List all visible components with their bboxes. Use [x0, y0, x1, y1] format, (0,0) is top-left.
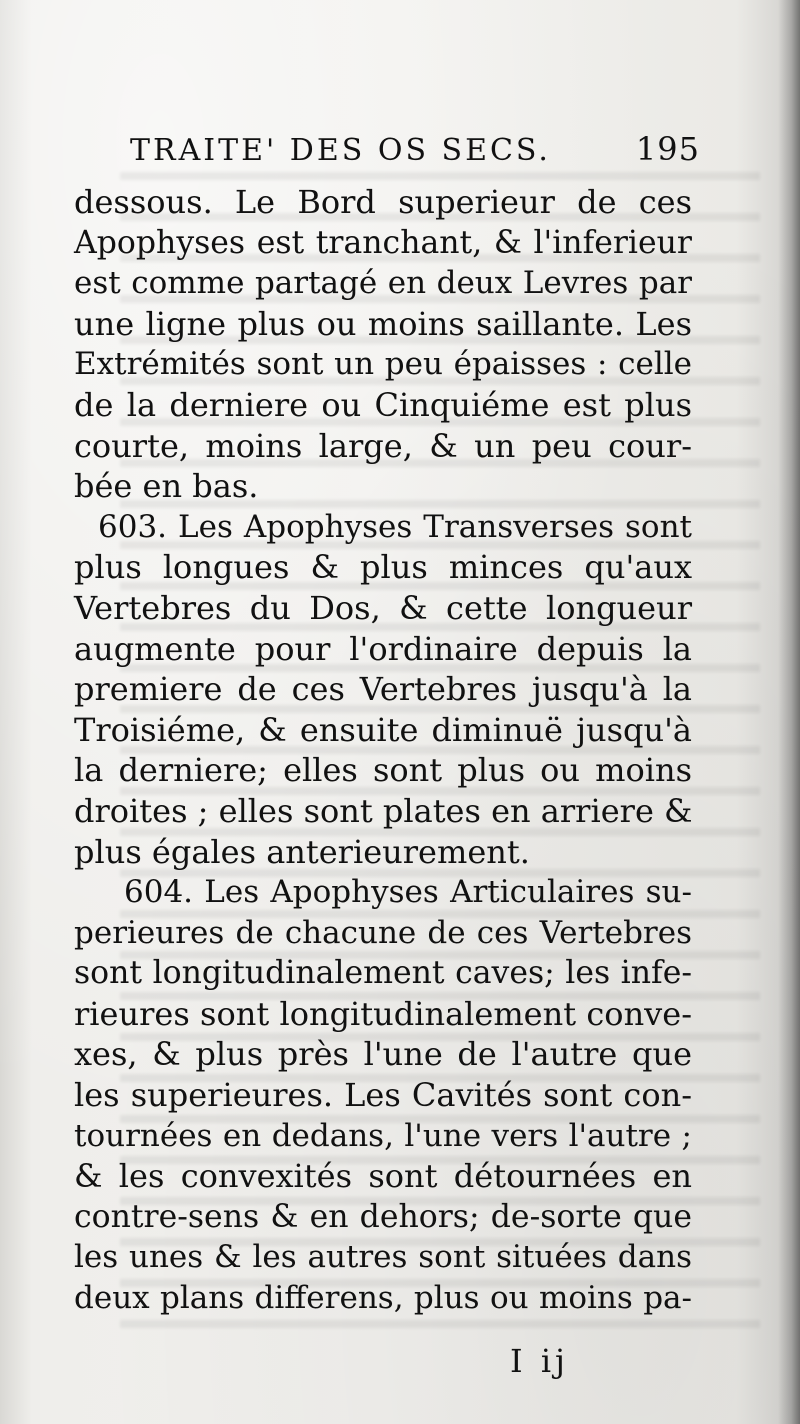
text-line: Vertebres du Dos, & cette longueur: [74, 588, 692, 627]
text-line: contre-sens & en dehors; de-sorte que: [74, 1198, 692, 1235]
text-line: sont longitudinalement caves; les infe-: [74, 955, 692, 992]
text-line: Troisiéme, & ensuite diminuë jusqu'à: [74, 710, 692, 749]
text-line: premiere de ces Vertebres jusqu'à la: [74, 670, 692, 709]
text-line: la derniere; elles sont plus ou moins: [74, 751, 692, 790]
text-line: perieures de chacune de ces Vertebres: [74, 914, 692, 951]
running-head: [130, 130, 700, 168]
text-line: droites ; elles sont plates en arriere &: [74, 791, 693, 830]
text-line: une ligne plus ou moins saillante. Les: [74, 304, 692, 343]
text-line: & les convexités sont détournées en: [74, 1157, 692, 1196]
paragraph-603-start: 603. Les Apophyses Transverses sont: [98, 508, 692, 545]
text-line: bée en bas.: [74, 467, 259, 506]
body-text: [74, 182, 692, 1319]
running-title: TRAITE' DES OS SECS.: [130, 133, 551, 168]
text-line: plus longues & plus minces qu'aux: [74, 548, 692, 587]
text-line: est comme partagé en deux Levres par: [74, 265, 692, 302]
text-line: rieures sont longitudinalement conve-: [74, 994, 692, 1033]
text-line: tournées en dedans, l'une vers l'autre ;: [74, 1117, 692, 1154]
page-edge-shadow: [778, 0, 800, 1424]
signature-mark: I ij: [510, 1342, 569, 1380]
text-line: les superieures. Les Cavités sont con-: [74, 1076, 692, 1115]
text-line: courte, moins large, & un peu cour-: [74, 426, 692, 465]
text-line: augmente pour l'ordinaire depuis la: [74, 629, 692, 668]
text-line: de la derniere ou Cinquiéme est plus: [74, 385, 692, 424]
paragraph-604-start: 604. Les Apophyses Articulaires su-: [124, 874, 692, 911]
page-number: 195: [635, 130, 700, 168]
text-line: deux plans differens, plus ou moins pa-: [74, 1280, 692, 1317]
text-line: plus égales anterieurement.: [74, 832, 530, 871]
text-line: xes, & plus près l'une de l'autre que: [74, 1035, 692, 1074]
text-line: dessous. Le Bord superieur de ces: [74, 183, 692, 221]
text-line: Extrémités sont un peu épaisses : celle: [74, 346, 692, 383]
text-line: Apophyses est tranchant, & l'inferieur: [74, 224, 692, 261]
text-line: les unes & les autres sont situées dans: [74, 1239, 692, 1276]
